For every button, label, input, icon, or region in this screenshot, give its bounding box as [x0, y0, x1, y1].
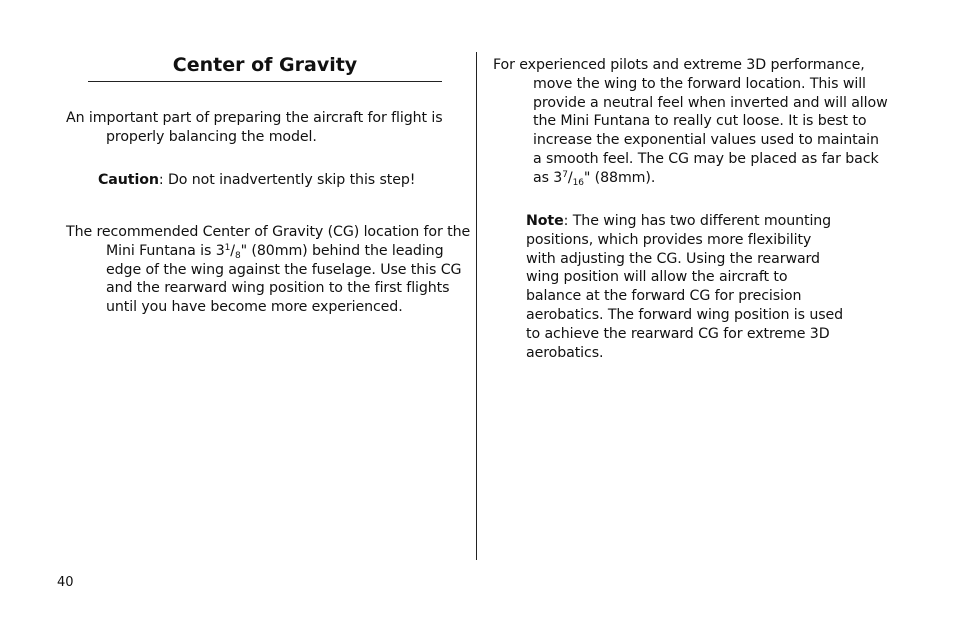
caution-text: : Do not inadvertently skip this step!	[158, 172, 416, 188]
cg-location-paragraph: The recommended Center of Gravity (CG) location for the Mini Funtana is $3^1/_8$" (80mm) behind the leading edge of the wing against the fuselage. Use this CG and the rearward wing position to the first flights until you have become more experienced.	[66, 224, 471, 316]
experienced-text-before: For experienced pilots and extreme 3D performance, move the wing to the forward location. This will provide a neutral feel when inverted and will allow the Mini Funtana to really cut loose. It is best to increase the exponential values used to maintain a smooth feel. The CG may be placed as far back as 3	[493, 57, 888, 186]
experienced-fraction-denominator: 16	[572, 177, 584, 188]
experienced-fraction-numerator: 7	[562, 169, 568, 180]
experienced-text-after: " (88mm).	[583, 169, 656, 186]
caution-label: Caution	[98, 172, 159, 188]
note-label: Note	[526, 213, 564, 229]
experienced-paragraph: For experienced pilots and extreme 3D performance, move the wing to the forward location. This will provide a neutral feel when inverted and will allow the Mini Funtana to really cut loose. It is best to increase the exponential values used to maintain a smooth feel. The CG may be placed as far back as $3^7/_{16}$" (88mm).	[493, 57, 888, 188]
intro-text: An important part of preparing the aircraft for flight is properly balancing the model.	[66, 110, 443, 145]
cg-text-before: The recommended Center of Gravity (CG) location for the Mini Funtana is 3	[66, 224, 471, 259]
caution-paragraph	[98, 171, 438, 190]
note-text: : The wing has two different mounting positions, which provides more flexibility with adjusting the CG. Using the rearward wing position will allow the aircraft to balance at the forward CG for precision aerobatics. The forward wing position is used to achieve the rearward CG for extreme 3D aerobatics.	[526, 213, 844, 361]
cg-fraction-denominator: 8	[234, 250, 241, 261]
page-title: Center of Gravity	[172, 54, 358, 76]
page-number: 40	[57, 575, 74, 590]
intro-paragraph	[66, 109, 481, 147]
title-underline	[88, 81, 442, 82]
cg-fraction-numerator: 1	[224, 242, 231, 253]
cg-text-after: " (80mm) behind the leading edge of the wing against the fuselage. Use this CG and the rearward wing position to the first flights until you have become more experienced.	[106, 242, 462, 316]
note-paragraph	[526, 212, 844, 362]
